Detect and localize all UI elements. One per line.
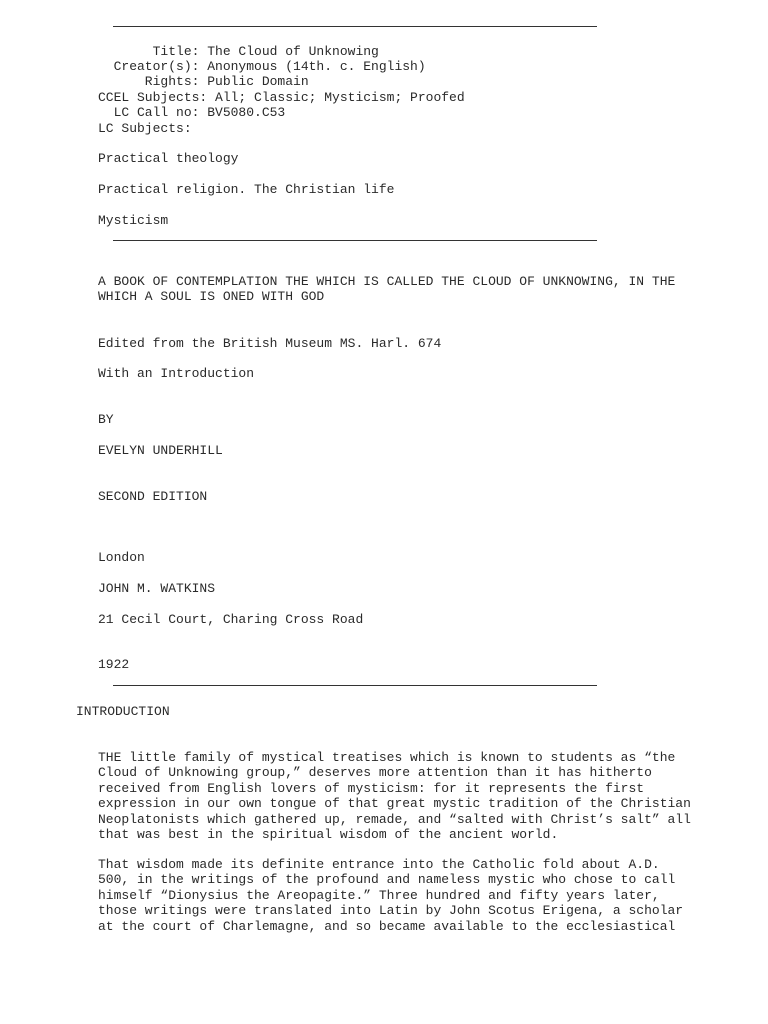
metadata-lc-subjects-label: LC Subjects: <box>98 121 192 136</box>
metadata-ccel-subjects: CCEL Subjects: All; Classic; Mysticism; Proofed <box>98 90 465 105</box>
title-page-rule <box>113 685 597 686</box>
publication-city: London <box>98 550 145 565</box>
metadata-creators: Creator(s): Anonymous (14th. c. English) <box>98 59 426 74</box>
metadata-rule <box>113 240 597 241</box>
metadata-lc-call-number: LC Call no: BV5080.C53 <box>98 105 286 120</box>
author-name: EVELYN UNDERHILL <box>98 443 223 458</box>
introduction-heading: INTRODUCTION <box>76 704 170 719</box>
introduction-paragraph: That wisdom made its definite entrance into the Catholic fold about A.D. 500, in the writings of the profound and nameless mystic who chose to call himself “Dionysius the Areopagite.” Three hundred and fifty years later, those writings were translated into Latin by John Scotus Erigena, a scholar at the court of Charlemagne, and so became available to the ecclesiastical <box>98 857 684 934</box>
book-title: A BOOK OF CONTEMPLATION THE WHICH IS CALLED THE CLOUD OF UNKNOWING, IN THE WHICH A SOUL IS ONED WITH GOD <box>98 274 676 305</box>
introduction-paragraph: THE little family of mystical treatises which is known to students as “the Cloud of Unknowing group,” deserves more attention than it has hitherto received from English lovers of mysticism: for it represents the first expression in our own tongue of that great mystic tradition of the Christian Neoplatonists which gathered up, remade, and “salted with Christ’s salt” all that was best in the spiritual wisdom of the ancient world. <box>98 750 691 843</box>
top-rule <box>113 26 597 27</box>
metadata-title: Title: The Cloud of Unknowing <box>98 44 379 59</box>
lc-subject-item: Mysticism <box>98 213 169 228</box>
publication-year: 1922 <box>98 657 130 672</box>
with-introduction: With an Introduction <box>98 366 255 381</box>
edition: SECOND EDITION <box>98 489 208 504</box>
lc-subject-item: Practical religion. The Christian life <box>98 182 395 197</box>
lc-subject-item: Practical theology <box>98 151 239 166</box>
edited-from: Edited from the British Museum MS. Harl. 674 <box>98 336 442 351</box>
publisher-name: JOHN M. WATKINS <box>98 581 216 596</box>
metadata-rights: Rights: Public Domain <box>98 74 309 89</box>
by-label: BY <box>98 412 114 427</box>
publisher-address: 21 Cecil Court, Charing Cross Road <box>98 612 364 627</box>
